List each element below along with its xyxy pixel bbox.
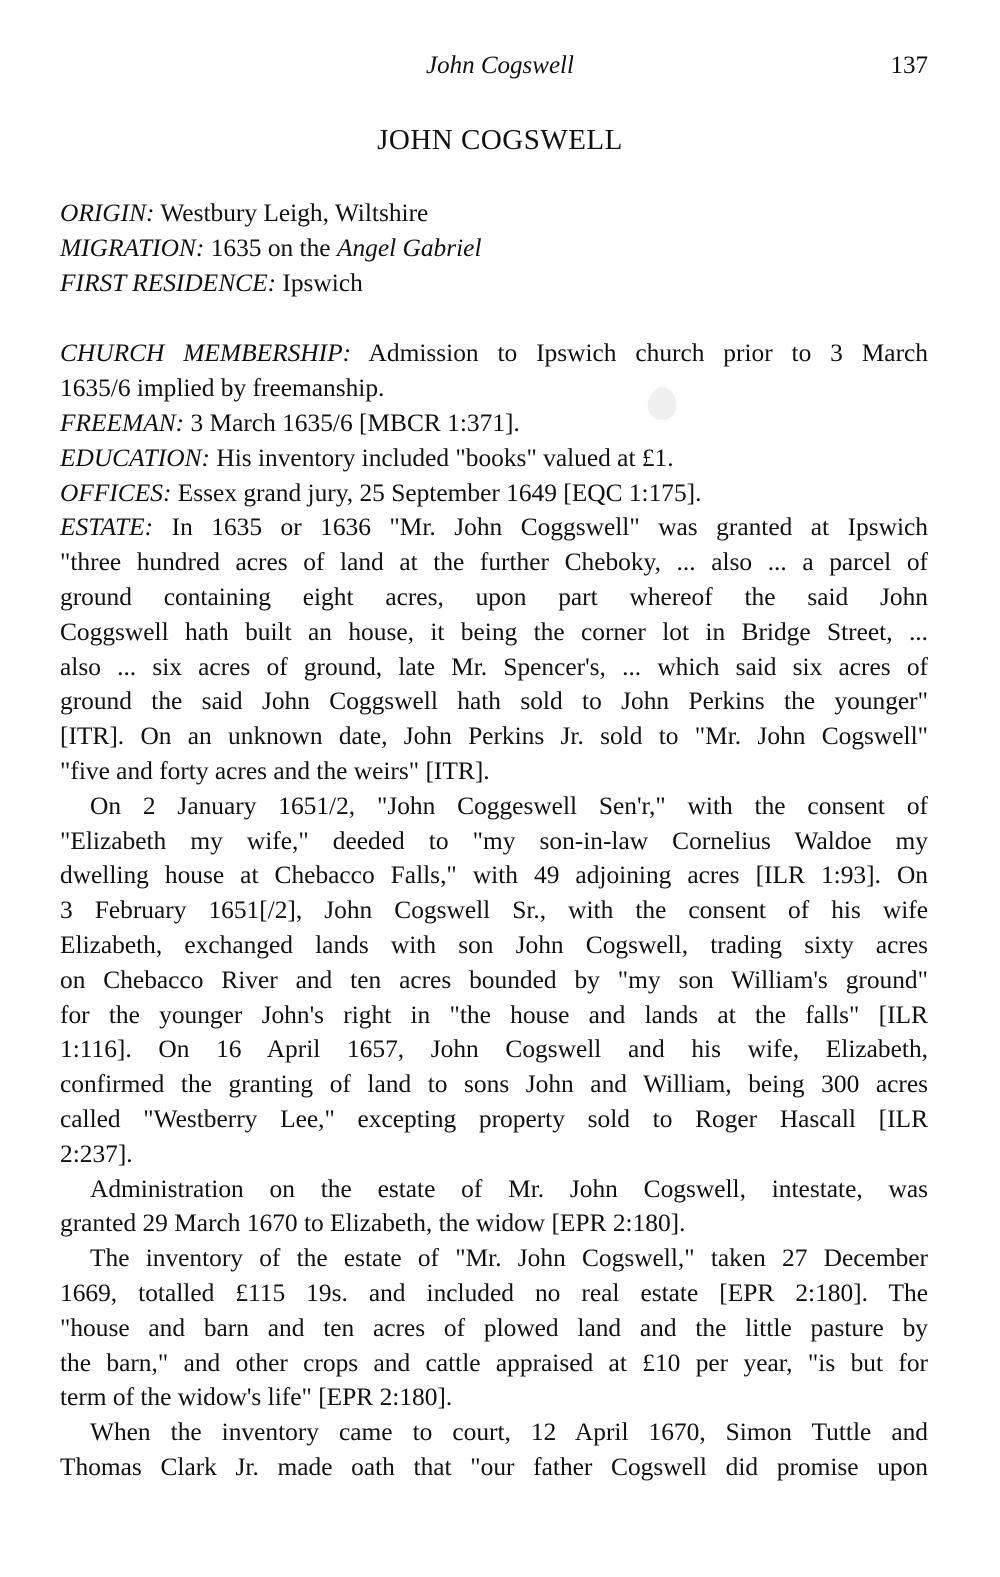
offices-line <box>60 476 928 511</box>
paragraph-1-line-4: 3 February 1651[/2], John Cogswell Sr., with the consent of his wife <box>60 896 928 925</box>
education-label: EDUCATION: <box>60 443 210 472</box>
paragraph-1-line-9: confirmed the granting of land to sons John and William, being 300 acres <box>60 1070 928 1099</box>
paragraph-4-line-1: When the inventory came to court, 12 April 1670, Simon Tuttle and <box>90 1418 928 1447</box>
freeman-value: 3 March 1635/6 [MBCR 1:371]. <box>190 408 520 437</box>
estate-line-1 <box>60 510 928 545</box>
education-line <box>60 441 928 476</box>
paragraph-3-line-4: the barn," and other crops and cattle appraised at £10 per year, "is but for <box>60 1348 928 1377</box>
paragraph-4-line-2: Thomas Clark Jr. made oath that "our father Cogswell did promise upon <box>60 1452 928 1481</box>
freeman-line <box>60 406 928 441</box>
paragraph-1-line-1: On 2 January 1651/2, "John Coggeswell Sen'r," with the consent of <box>90 791 928 820</box>
church-membership-label: CHURCH MEMBERSHIP: <box>60 339 352 368</box>
paragraph-3-line-1: The inventory of the estate of "Mr. John Cogswell," taken 27 December <box>90 1244 928 1273</box>
estate-line-8: "five and forty acres and the weirs" [ITR]. <box>60 756 490 785</box>
migration-ship: Angel Gabriel <box>336 233 482 262</box>
entry-body <box>60 196 928 1485</box>
estate-line-5: also ... six acres of ground, late Mr. Spencer's, ... which said six acres of <box>60 652 928 681</box>
first-residence-value: Ipswich <box>282 268 363 297</box>
running-head <box>0 52 1000 88</box>
page-number: 137 <box>890 52 928 79</box>
estate-line-4: Coggswell hath built an house, it being the corner lot in Bridge Street, ... <box>60 617 928 646</box>
paragraph-1-line-10: called "Westberry Lee," excepting property sold to Roger Hascall [ILR <box>60 1104 928 1133</box>
estate-label: ESTATE: <box>60 513 154 542</box>
paragraph-1-line-8: 1:116]. On 16 April 1657, John Cogswell and his wife, Elizabeth, <box>60 1035 928 1064</box>
paragraph-2-line-1: Administration on the estate of Mr. John Cogswell, intestate, was <box>90 1174 928 1203</box>
church-membership-line-2: 1635/6 implied by freemanship. <box>60 374 385 403</box>
freeman-label: FREEMAN: <box>60 408 185 437</box>
church-membership-line-1 <box>60 336 928 371</box>
origin-line <box>60 196 928 231</box>
education-value: His inventory included "books" valued at £1. <box>216 443 674 472</box>
origin-label: ORIGIN: <box>60 199 155 227</box>
offices-value: Essex grand jury, 25 September 1649 [EQC 1:175]. <box>177 478 702 507</box>
origin-value: Westbury Leigh, Wiltshire <box>160 199 429 227</box>
migration-year: 1635 on the <box>210 233 331 262</box>
paragraph-3-line-5: term of the widow's life" [EPR 2:180]. <box>60 1383 453 1412</box>
church-membership-text-1: Admission to Ipswich church prior to 3 March <box>368 339 929 368</box>
paragraph-3-line-2: 1669, totalled £115 19s. and included no real estate [EPR 2:180]. The <box>60 1278 928 1307</box>
paragraph-1-line-5: Elizabeth, exchanged lands with son John Cogswell, trading sixty acres <box>60 930 928 959</box>
paragraph-3-line-3: "house and barn and ten acres of plowed land and the little pasture by <box>60 1313 928 1342</box>
section-gap <box>60 300 928 336</box>
paragraph-2-line-2: granted 29 March 1670 to Elizabeth, the widow [EPR 2:180]. <box>60 1209 686 1238</box>
first-residence-line <box>60 266 928 301</box>
estate-line-6: ground the said John Coggswell hath sold to John Perkins the younger" <box>60 687 928 716</box>
paragraph-1-line-7: for the younger John's right in "the house and lands at the falls" [ILR <box>60 1000 928 1029</box>
paragraph-1-line-3: dwelling house at Chebacco Falls," with 49 adjoining acres [ILR 1:93]. On <box>60 861 928 890</box>
chapter-title: JOHN COGSWELL <box>377 124 623 156</box>
estate-line-2: "three hundred acres of land at the further Cheboky, ... also ... a parcel of <box>60 548 928 577</box>
migration-label: MIGRATION: <box>60 233 205 262</box>
offices-label: OFFICES: <box>60 478 172 507</box>
estate-text-1: In 1635 or 1636 "Mr. John Coggswell" was granted at Ipswich <box>171 513 928 542</box>
running-title: John Cogswell <box>426 52 574 79</box>
first-residence-label: FIRST RESIDENCE: <box>60 268 277 297</box>
estate-line-7: [ITR]. On an unknown date, John Perkins Jr. sold to "Mr. John Cogswell" <box>60 722 928 751</box>
paragraph-1-line-6: on Chebacco River and ten acres bounded by "my son William's ground" <box>60 965 928 994</box>
paragraph-1-line-11: 2:237]. <box>60 1139 133 1168</box>
paragraph-1-line-2: "Elizabeth my wife," deeded to "my son-in-law Cornelius Waldoe my <box>60 826 928 855</box>
migration-line <box>60 231 928 266</box>
estate-line-3: ground containing eight acres, upon part whereof the said John <box>60 582 928 611</box>
